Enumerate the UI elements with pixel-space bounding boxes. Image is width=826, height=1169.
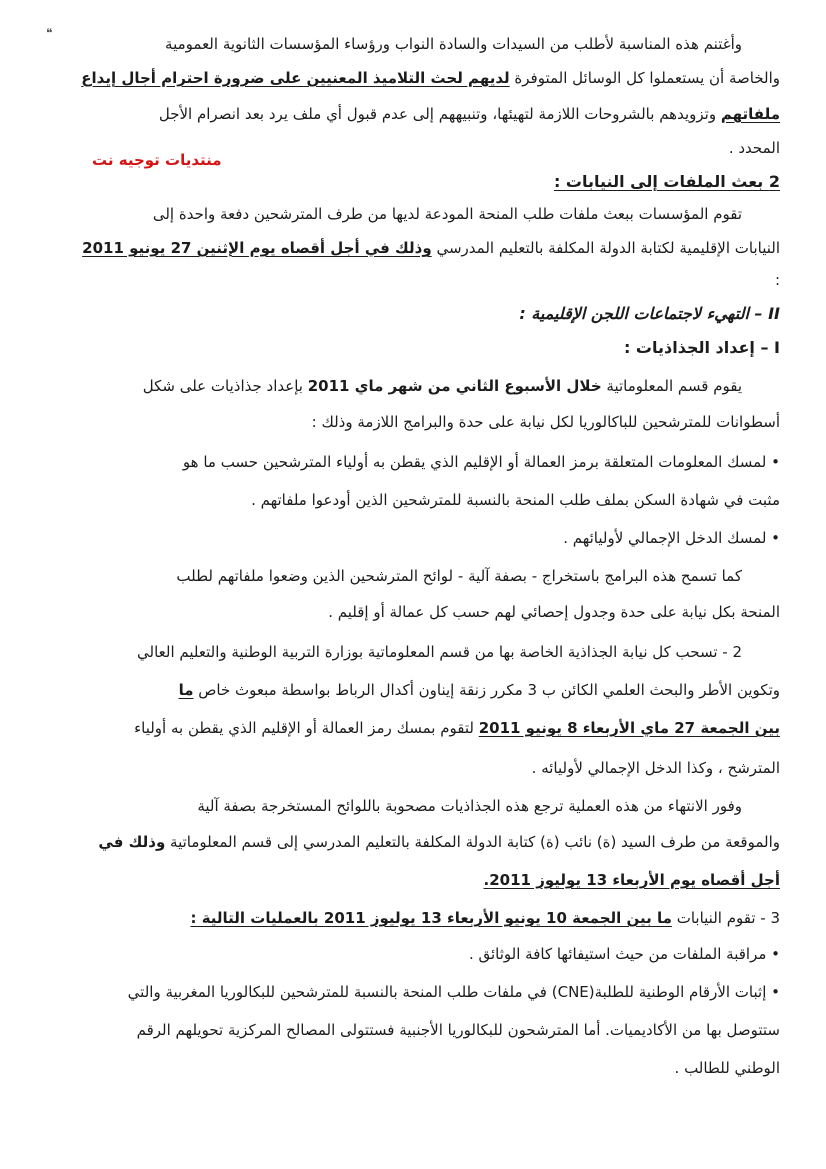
emphasis-text: لديهم لحث التلاميذ المعنيين على ضرورة احترام أجال إيداع: [81, 69, 510, 87]
paragraph-line: [46, 102, 780, 126]
text-span: 2 - تسحب كل نيابة الجذاذية الخاصة بها من قسم المعلوماتية بوزارة التربية الوطنية والتعليم العالي: [137, 643, 742, 661]
emphasis-text: بين الجمعة 27 ماي الأربعاء 8 يونيو: [520, 719, 780, 737]
bullet-line: [46, 942, 780, 966]
bullet-line: [46, 980, 780, 1004]
text-span: 3 - تقوم النيابات: [671, 909, 780, 927]
paragraph-line: [46, 268, 780, 292]
paragraph-line: [46, 640, 780, 664]
paragraph-line: [46, 564, 780, 588]
text-span: لتقوم بمسك رمز العمالة أو الإقليم الذي يقطن به أولياء: [134, 719, 479, 737]
emphasis-text: وذلك في أجل أقصاه يوم الإثنين 27 يونيو 2011: [82, 239, 432, 257]
subsection-heading: [46, 336, 780, 360]
emphasis-text: ما بين الجمعة 10 يونيو الأربعاء 13 يوليوز 2011 بالعمليات التالية :: [190, 909, 672, 927]
text-span: :: [774, 271, 780, 289]
paragraph-line: [46, 374, 780, 398]
text-span: والخاصة أن يستعملوا كل الوسائل المتوفرة: [509, 69, 780, 87]
paragraph-line: [46, 136, 780, 160]
paragraph-line: [46, 410, 780, 434]
text-span: • لمسك الدخل الإجمالي لأوليائهم .: [563, 529, 780, 547]
text-span: والموقعة من طرف السيد (ة) نائب (ة) كتابة الدولة المكلفة بالتعليم المدرسي إلى قسم المعلوماتية: [165, 833, 780, 851]
paragraph-line: [46, 202, 780, 226]
text-span: ستتوصل بها من الأكاديميات. أما المترشحون للبكالوريا الأجنبية فستتولى المصالح المركزية تحويلهم الرقم: [136, 1021, 780, 1039]
watermark-text: منتديات توجيه نت: [92, 151, 222, 169]
emphasis-text: 2011: [478, 719, 521, 737]
paragraph-line: [46, 756, 780, 780]
paragraph-line: [46, 794, 780, 818]
text-span: • مراقبة الملفات من حيث استيفائها كافة الوثائق .: [468, 945, 780, 963]
emphasis-text: ملفاتهم: [720, 105, 780, 123]
scan-mark: ❝: [46, 26, 53, 40]
text-span: مثبت في شهادة السكن بملف طلب المنحة بالنسبة للمترشحين الذين أودعوا ملفاتهم .: [251, 491, 780, 509]
bullet-line: [46, 526, 780, 550]
emphasis-text: خلال الأسبوع الثاني من شهر ماي 2011: [307, 377, 602, 395]
paragraph-line: [46, 66, 780, 90]
paragraph-line: [46, 600, 780, 624]
paragraph-line: [46, 678, 780, 702]
emphasis-text: أجل أقصاه يوم الأربعاء 13 يوليوز 2011.: [483, 871, 780, 889]
text-span: الوطني للطالب .: [674, 1059, 780, 1077]
section-heading: [46, 170, 780, 194]
text-span: النيابات الإقليمية لكتابة الدولة المكلفة بالتعليم المدرسي: [431, 239, 780, 257]
bullet-line: [46, 488, 780, 512]
text-span: المترشح ، وكذا الدخل الإجمالي لأوليائه .: [531, 759, 780, 777]
paragraph-line: [46, 906, 780, 930]
text-span: وتكوين الأطر والبحث العلمي الكائن ب 3 مكرر زنقة إيناون أكدال الرباط بواسطة مبعوث خاص: [193, 681, 780, 699]
text-span: بإعداد جذاذيات على شكل: [142, 377, 308, 395]
paragraph-line: [46, 830, 780, 854]
paragraph-line: [46, 716, 780, 740]
paragraph-line: [46, 868, 780, 892]
heading-text: I – إعداد الجذاذيات :: [623, 338, 780, 357]
text-span: تقوم المؤسسات ببعث ملفات طلب المنحة المودعة لديها من طرف المترشحين دفعة واحدة إلى: [152, 205, 742, 223]
text-span: أسطوانات للمترشحين للباكالوريا لكل نيابة على حدة والبرامج اللازمة وذلك :: [311, 413, 780, 431]
text-span: كما تسمح هذه البرامج باستخراج - بصفة آلية - لوائح المترشحين الذين وضعوا ملفاتهم لطلب: [176, 567, 742, 585]
bullet-line: [46, 1056, 780, 1080]
text-span: وفور الانتهاء من هذه العملية ترجع هذه الجذاذيات مصحوبة باللوائح المستخرجة بصفة آلية: [197, 797, 742, 815]
text-span: وتزويدهم بالشروحات اللازمة لتهيئها، وتنبيههم إلى عدم قبول أي ملف يرد بعد انصرام الأجل: [158, 105, 721, 123]
text-span: المنحة بكل نيابة على حدة وجدول إحصائي لهم حسب كل عمالة أو إقليم .: [328, 603, 780, 621]
paragraph-line: [46, 26, 780, 56]
heading-text: 2 بعث الملفات إلى النيابات :: [553, 172, 780, 191]
emphasis-text: وذلك في: [98, 833, 166, 851]
text-span: وأغتنم هذه المناسبة لأطلب من السيدات والسادة النواب ورؤساء المؤسسات الثانوية العمومية: [165, 35, 742, 53]
bullet-line: [46, 1018, 780, 1042]
paragraph-line: [46, 236, 780, 260]
text-span: • إثبات الأرقام الوطنية للطلبة(CNE) في ملفات طلب المنحة بالنسبة للمترشحين للبكالوريا المغربية والتي: [127, 983, 780, 1001]
text-span: المحدد .: [728, 139, 780, 157]
emphasis-text: ما: [178, 681, 194, 699]
heading-text: II – التهيء لاجتماعات اللجن الإقليمية :: [519, 304, 780, 323]
text-span: • لمسك المعلومات المتعلقة برمز العمالة أو الإقليم الذي يقطن به أولياء المترشحين حسب ما هو: [182, 453, 780, 471]
section-heading: [46, 302, 780, 326]
text-span: يقوم قسم المعلوماتية: [601, 377, 742, 395]
bullet-line: [46, 450, 780, 474]
